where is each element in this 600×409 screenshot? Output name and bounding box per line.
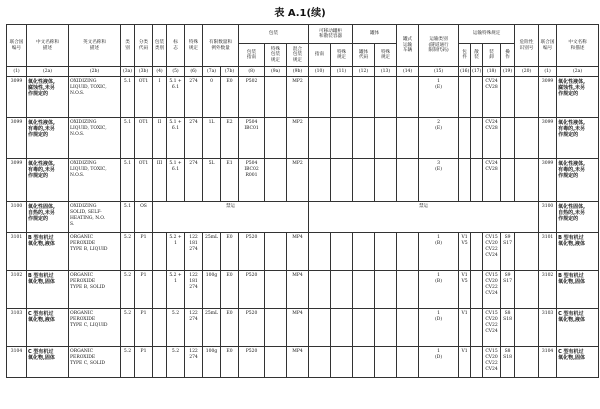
cell-limited-quantity: 0 [203, 77, 221, 118]
cell-tank-code [353, 309, 375, 347]
cell-tank-code [353, 233, 375, 271]
cell-classification-code: OS [135, 202, 153, 233]
cell-vehicle [397, 77, 419, 118]
header-limited-excepted: 有限数量和 例外数量 [203, 25, 239, 67]
cell-loading: CV24 CV28 [483, 118, 501, 159]
cell-special-packing [265, 77, 287, 118]
cell-tank-special [331, 77, 353, 118]
cell-transport-category: 1 (B) [419, 233, 459, 271]
cell-excepted-quantity: E0 [221, 77, 239, 118]
cell-name-en: ORGANIC PEROXIDE TYPE C, SOLID [69, 347, 121, 378]
header-un-no-2: 联合国 编号 [539, 25, 557, 67]
column-number: (9b) [287, 67, 309, 77]
header-label: 标 志 [167, 25, 185, 67]
header-hazard-id: 危险性 识别号 [515, 25, 539, 67]
header-row-1 [7, 25, 599, 44]
cell-tank-special [331, 309, 353, 347]
cell-class: 5.2 [121, 347, 135, 378]
column-number: (5) [167, 67, 185, 77]
header-class: 类 别 [121, 25, 135, 67]
column-number: (3a) [121, 67, 135, 77]
header-classification-code: 分类 代码 [135, 25, 153, 67]
cell-packing-group: III [153, 159, 167, 202]
cell-bulk [471, 159, 483, 202]
column-number: (17) [471, 67, 483, 77]
table-row [7, 77, 599, 118]
column-number: (3b) [135, 67, 153, 77]
cell-name-en: OXIDIZING LIQUID, TOXIC, N.O.S. [69, 77, 121, 118]
cell-label: 5.1 + 6.1 [167, 159, 185, 202]
cell-vehicle [397, 118, 419, 159]
cell-limited-quantity: 100g [203, 347, 221, 378]
column-number: (12) [353, 67, 375, 77]
cell-packages: V1 [459, 309, 471, 347]
cell-tank-special-2 [375, 118, 397, 159]
cell-bulk [471, 233, 483, 271]
cell-packages: V1 [459, 347, 471, 378]
cell-packages: V1 V5 [459, 271, 471, 309]
cell-hazard-id [515, 159, 539, 202]
header-tank-special-2: 特殊 规定 [375, 44, 397, 67]
cell-transport-category: 2 (E) [419, 118, 459, 159]
cell-loading: CV15 CV20 CV22 CV24 [483, 309, 501, 347]
cell-operation [501, 159, 515, 202]
cell-special-provisions: 274 [185, 77, 203, 118]
cell-un-number: 3104 [7, 347, 27, 378]
cell-packing-instruction: P520 [239, 271, 265, 309]
column-number: (1) [539, 67, 557, 77]
table-row [7, 233, 599, 271]
cell-tank-instruction [309, 77, 331, 118]
cell-hazard-id [515, 309, 539, 347]
cell-tank-special [331, 118, 353, 159]
cell-operation [501, 118, 515, 159]
cell-special-packing [265, 309, 287, 347]
cell-name-cn-2: C 型有机过 氧化物,液体 [557, 309, 599, 347]
cell-mixed-packing: MP4 [287, 347, 309, 378]
cell-class: 5.1 [121, 77, 135, 118]
cell-special-provisions: 122 274 [185, 347, 203, 378]
cell-special-packing [265, 159, 287, 202]
cell-un-number: 3100 [7, 202, 27, 233]
cell-limited-quantity: 25mL [203, 309, 221, 347]
cell-packing-group [153, 347, 167, 378]
cell-name-cn: B 型有机过 氧化物,固体 [27, 271, 69, 309]
cell-class: 5.2 [121, 233, 135, 271]
cell-excepted-quantity: E2 [221, 118, 239, 159]
cell-bulk [471, 77, 483, 118]
cell-packing-group [153, 309, 167, 347]
header-name-cn-2: 中文名称 和描述 [557, 25, 599, 67]
cell-un-number: 3101 [7, 233, 27, 271]
cell-mixed-packing: MP4 [287, 309, 309, 347]
cell-name-cn-2: 氧化性液体, 有毒的,未另 作规定的 [557, 118, 599, 159]
cell-packing-instruction: P520 [239, 233, 265, 271]
cell-name-en: OXIDIZING SOLID, SELF- HEATING, N.O. S. [69, 202, 121, 233]
header-special-provisions: 特殊 规定 [185, 25, 203, 67]
column-number: (1) [7, 67, 27, 77]
cell-tank-special-2 [375, 271, 397, 309]
dangerous-goods-table [6, 24, 599, 378]
cell-class: 5.1 [121, 118, 135, 159]
cell-tank-special [331, 347, 353, 378]
cell-limited-quantity: 25mL [203, 233, 221, 271]
cell-bulk [471, 309, 483, 347]
cell-packing-instruction: P502 [239, 77, 265, 118]
cell-packing-group [153, 271, 167, 309]
cell-classification-code: P1 [135, 347, 153, 378]
cell-tank-special-2 [375, 159, 397, 202]
cell-tank-code [353, 347, 375, 378]
cell-class: 5.1 [121, 202, 135, 233]
cell-un-number-2: 3103 [539, 309, 557, 347]
cell-un-number-2: 3101 [539, 233, 557, 271]
cell-tank-special [331, 159, 353, 202]
cell-class: 5.2 [121, 309, 135, 347]
cell-tank-instruction [309, 233, 331, 271]
table-row [7, 202, 599, 233]
cell-mixed-packing: MP2 [287, 159, 309, 202]
header-mixed-packing: 混合 包装 规定 [287, 44, 309, 67]
cell-un-number-2: 3104 [539, 347, 557, 378]
cell-hazard-id [515, 347, 539, 378]
cell-name-cn-2: B 型有机过 氧化物,固体 [557, 271, 599, 309]
cell-tank-instruction [309, 159, 331, 202]
cell-name-cn: B 型有机过 氧化物,液体 [27, 233, 69, 271]
cell-special-provisions: 122 181 274 [185, 233, 203, 271]
cell-un-number-2: 3100 [539, 202, 557, 233]
column-number: (20) [515, 67, 539, 77]
cell-class: 5.2 [121, 271, 135, 309]
cell-label: 5.1 + 6.1 [167, 77, 185, 118]
cell-tank-special [331, 271, 353, 309]
cell-mixed-packing: MP4 [287, 271, 309, 309]
cell-operation: S9 S17 [501, 233, 515, 271]
column-number: (8) [239, 67, 265, 77]
header-pack-special: 特殊 包装 规定 [265, 44, 287, 67]
cell-tank-special-2 [375, 233, 397, 271]
cell-name-en: ORGANIC PEROXIDE TYPE B, LIQUID [69, 233, 121, 271]
cell-label: 5.2 [167, 309, 185, 347]
table-row [7, 271, 599, 309]
cell-packing-instruction: P504 IBC01 [239, 118, 265, 159]
cell-tank-instruction [309, 118, 331, 159]
cell-bulk [471, 347, 483, 378]
column-number: (4) [153, 67, 167, 77]
cell-name-en: OXIDIZING LIQUID, TOXIC, N.O.S. [69, 118, 121, 159]
cell-special-packing [265, 233, 287, 271]
header-name-en: 英文名称和 描述 [69, 25, 121, 67]
cell-packages: V1 V5 [459, 233, 471, 271]
cell-operation [501, 77, 515, 118]
cell-mixed-packing: MP4 [287, 233, 309, 271]
cell-tank-instruction [309, 347, 331, 378]
cell-loading: CV24 CV28 [483, 77, 501, 118]
cell-hazard-id [515, 77, 539, 118]
cell-vehicle [397, 233, 419, 271]
cell-class: 5.1 [121, 159, 135, 202]
cell-classification-code: OT1 [135, 77, 153, 118]
column-number: (19) [501, 67, 515, 77]
column-number: (14) [397, 67, 419, 77]
cell-special-provisions: 122 181 274 [185, 271, 203, 309]
cell-banned1: 禁运 [153, 202, 309, 233]
cell-packing-instruction: P520 [239, 347, 265, 378]
cell-limited-quantity: 5L [203, 159, 221, 202]
cell-label: 5.2 [167, 347, 185, 378]
cell-excepted-quantity: E1 [221, 159, 239, 202]
column-number: (2a) [557, 67, 599, 77]
column-number: (2a) [27, 67, 69, 77]
cell-excepted-quantity: E0 [221, 309, 239, 347]
cell-mixed-packing: MP2 [287, 77, 309, 118]
column-number: (7b) [221, 67, 239, 77]
cell-packing-instruction: P520 [239, 309, 265, 347]
cell-un-number-2: 3099 [539, 159, 557, 202]
column-number-row [7, 67, 599, 77]
cell-name-cn: 氧化性固体, 自热的,未另 作规定的 [27, 202, 69, 233]
cell-packing-group: I [153, 77, 167, 118]
cell-un-number: 3102 [7, 271, 27, 309]
header-transport-category: 运输类别 (隧道通行 限制代码) [419, 25, 459, 67]
cell-un-number: 3099 [7, 159, 27, 202]
column-number: (16) [459, 67, 471, 77]
cell-special-packing [265, 271, 287, 309]
cell-special-provisions: 274 [185, 118, 203, 159]
cell-loading: CV15 CV20 CV22 CV24 [483, 271, 501, 309]
cell-packages [459, 77, 471, 118]
cell-tank-instruction [309, 309, 331, 347]
table-row [7, 347, 599, 378]
cell-un-number: 3099 [7, 118, 27, 159]
cell-operation: S8 S18 [501, 347, 515, 378]
cell-excepted-quantity: E0 [221, 233, 239, 271]
header-bulk: 散 装 [471, 44, 483, 67]
header-packaging: 包装 [239, 25, 309, 44]
column-number: (13) [375, 67, 397, 77]
cell-excepted-quantity: E0 [221, 271, 239, 309]
header-un-no: 联合国 编号 [7, 25, 27, 67]
column-number: (7a) [203, 67, 221, 77]
cell-mixed-packing: MP2 [287, 118, 309, 159]
cell-bulk [471, 118, 483, 159]
cell-hazard-id [515, 118, 539, 159]
cell-tank-code [353, 118, 375, 159]
cell-classification-code: OT1 [135, 159, 153, 202]
cell-vehicle [397, 271, 419, 309]
cell-special-packing [265, 118, 287, 159]
column-number: (15) [419, 67, 459, 77]
cell-banned2: 禁运 [309, 202, 539, 233]
column-number: (18) [483, 67, 501, 77]
cell-label: 5.2 + 1 [167, 233, 185, 271]
cell-limited-quantity: 1L [203, 118, 221, 159]
table-title: 表 A.1(续) [274, 8, 326, 19]
column-number: (10) [309, 67, 331, 77]
header-tank-special: 特殊 规定 [331, 44, 353, 67]
header-tank-body: 罐体 [353, 25, 397, 44]
cell-tank-special-2 [375, 77, 397, 118]
header-name-cn: 中文名称和 描述 [27, 25, 69, 67]
cell-packing-instruction: P504 IBC02 R001 [239, 159, 265, 202]
cell-tank-code [353, 159, 375, 202]
cell-tank-code [353, 77, 375, 118]
cell-name-cn-2: 氧化性固体, 自热的,未另 作规定的 [557, 202, 599, 233]
cell-un-number: 3099 [7, 77, 27, 118]
cell-packing-group [153, 233, 167, 271]
cell-tank-instruction [309, 271, 331, 309]
header-packing-group: 包装 类别 [153, 25, 167, 67]
cell-name-cn: 氧化性液体, 腐蚀性,未另 作规定的 [27, 77, 69, 118]
header-operation: 操 作 [501, 44, 515, 67]
cell-name-cn-2: 氧化性液体, 腐蚀性,未另 作规定的 [557, 77, 599, 118]
cell-vehicle [397, 347, 419, 378]
column-number: (6) [185, 67, 203, 77]
cell-name-cn: C 型有机过 氧化物,固体 [27, 347, 69, 378]
cell-name-en: ORGANIC PEROXIDE TYPE B, SOLID [69, 271, 121, 309]
cell-tank-special-2 [375, 347, 397, 378]
cell-name-en: OXIDIZING LIQUID, TOXIC, N.O.S. [69, 159, 121, 202]
cell-name-cn: 氧化性液体, 有毒的,未另 作规定的 [27, 118, 69, 159]
cell-transport-category: 1 (D) [419, 347, 459, 378]
header-pack-instr: 包装 指南 [239, 44, 265, 67]
cell-un-number: 3103 [7, 309, 27, 347]
cell-un-number-2: 3099 [539, 77, 557, 118]
cell-hazard-id [515, 271, 539, 309]
cell-packing-group: II [153, 118, 167, 159]
cell-tank-code [353, 271, 375, 309]
cell-bulk [471, 271, 483, 309]
column-number: (11) [331, 67, 353, 77]
table-row [7, 118, 599, 159]
column-number: (2b) [69, 67, 121, 77]
cell-operation: S8 S18 [501, 309, 515, 347]
cell-tank-special [331, 233, 353, 271]
cell-un-number-2: 3099 [539, 118, 557, 159]
column-number: (9a) [265, 67, 287, 77]
cell-name-en: ORGANIC PEROXIDE TYPE C, LIQUID [69, 309, 121, 347]
table-row [7, 309, 599, 347]
cell-vehicle [397, 309, 419, 347]
cell-classification-code: OT1 [135, 118, 153, 159]
header-tank-instr: 指南 [309, 44, 331, 67]
header-tank-code: 罐体 代码 [353, 44, 375, 67]
cell-special-provisions: 122 274 [185, 309, 203, 347]
cell-limited-quantity: 100g [203, 271, 221, 309]
cell-name-cn: C 型有机过 氧化物,液体 [27, 309, 69, 347]
table-row [7, 159, 599, 202]
cell-packages [459, 159, 471, 202]
cell-hazard-id [515, 233, 539, 271]
header-loading: 装 卸 [483, 44, 501, 67]
cell-vehicle [397, 159, 419, 202]
cell-label: 5.2 + 1 [167, 271, 185, 309]
cell-transport-category: 3 (E) [419, 159, 459, 202]
cell-loading: CV24 CV28 [483, 159, 501, 202]
cell-classification-code: P1 [135, 309, 153, 347]
cell-special-packing [265, 347, 287, 378]
cell-transport-category: 1 (D) [419, 309, 459, 347]
cell-excepted-quantity: E0 [221, 347, 239, 378]
header-tank-group: 可移动罐柜 和散装容器 [309, 25, 353, 44]
cell-operation: S9 S17 [501, 271, 515, 309]
cell-name-cn-2: C 型有机过 氧化物,固体 [557, 347, 599, 378]
cell-special-provisions: 274 [185, 159, 203, 202]
cell-packages [459, 118, 471, 159]
cell-label: 5.1 + 6.1 [167, 118, 185, 159]
cell-loading: CV15 CV20 CV22 CV24 [483, 347, 501, 378]
header-packages: 包 件 [459, 44, 471, 67]
cell-name-cn-2: 氧化性液体, 有毒的,未另 作规定的 [557, 159, 599, 202]
cell-transport-category: 1 (E) [419, 77, 459, 118]
header-vehicle: 罐式 运输 车辆 [397, 25, 419, 67]
cell-name-cn: 氧化性液体, 有毒的,未另 作规定的 [27, 159, 69, 202]
cell-loading: CV15 CV20 CV22 CV24 [483, 233, 501, 271]
header-transport-special: 运输特殊规定 [459, 25, 515, 44]
cell-un-number-2: 3102 [539, 271, 557, 309]
cell-classification-code: P1 [135, 233, 153, 271]
cell-name-cn-2: B 型有机过 氧化物,液体 [557, 233, 599, 271]
cell-transport-category: 1 (B) [419, 271, 459, 309]
cell-classification-code: P1 [135, 271, 153, 309]
cell-tank-special-2 [375, 309, 397, 347]
